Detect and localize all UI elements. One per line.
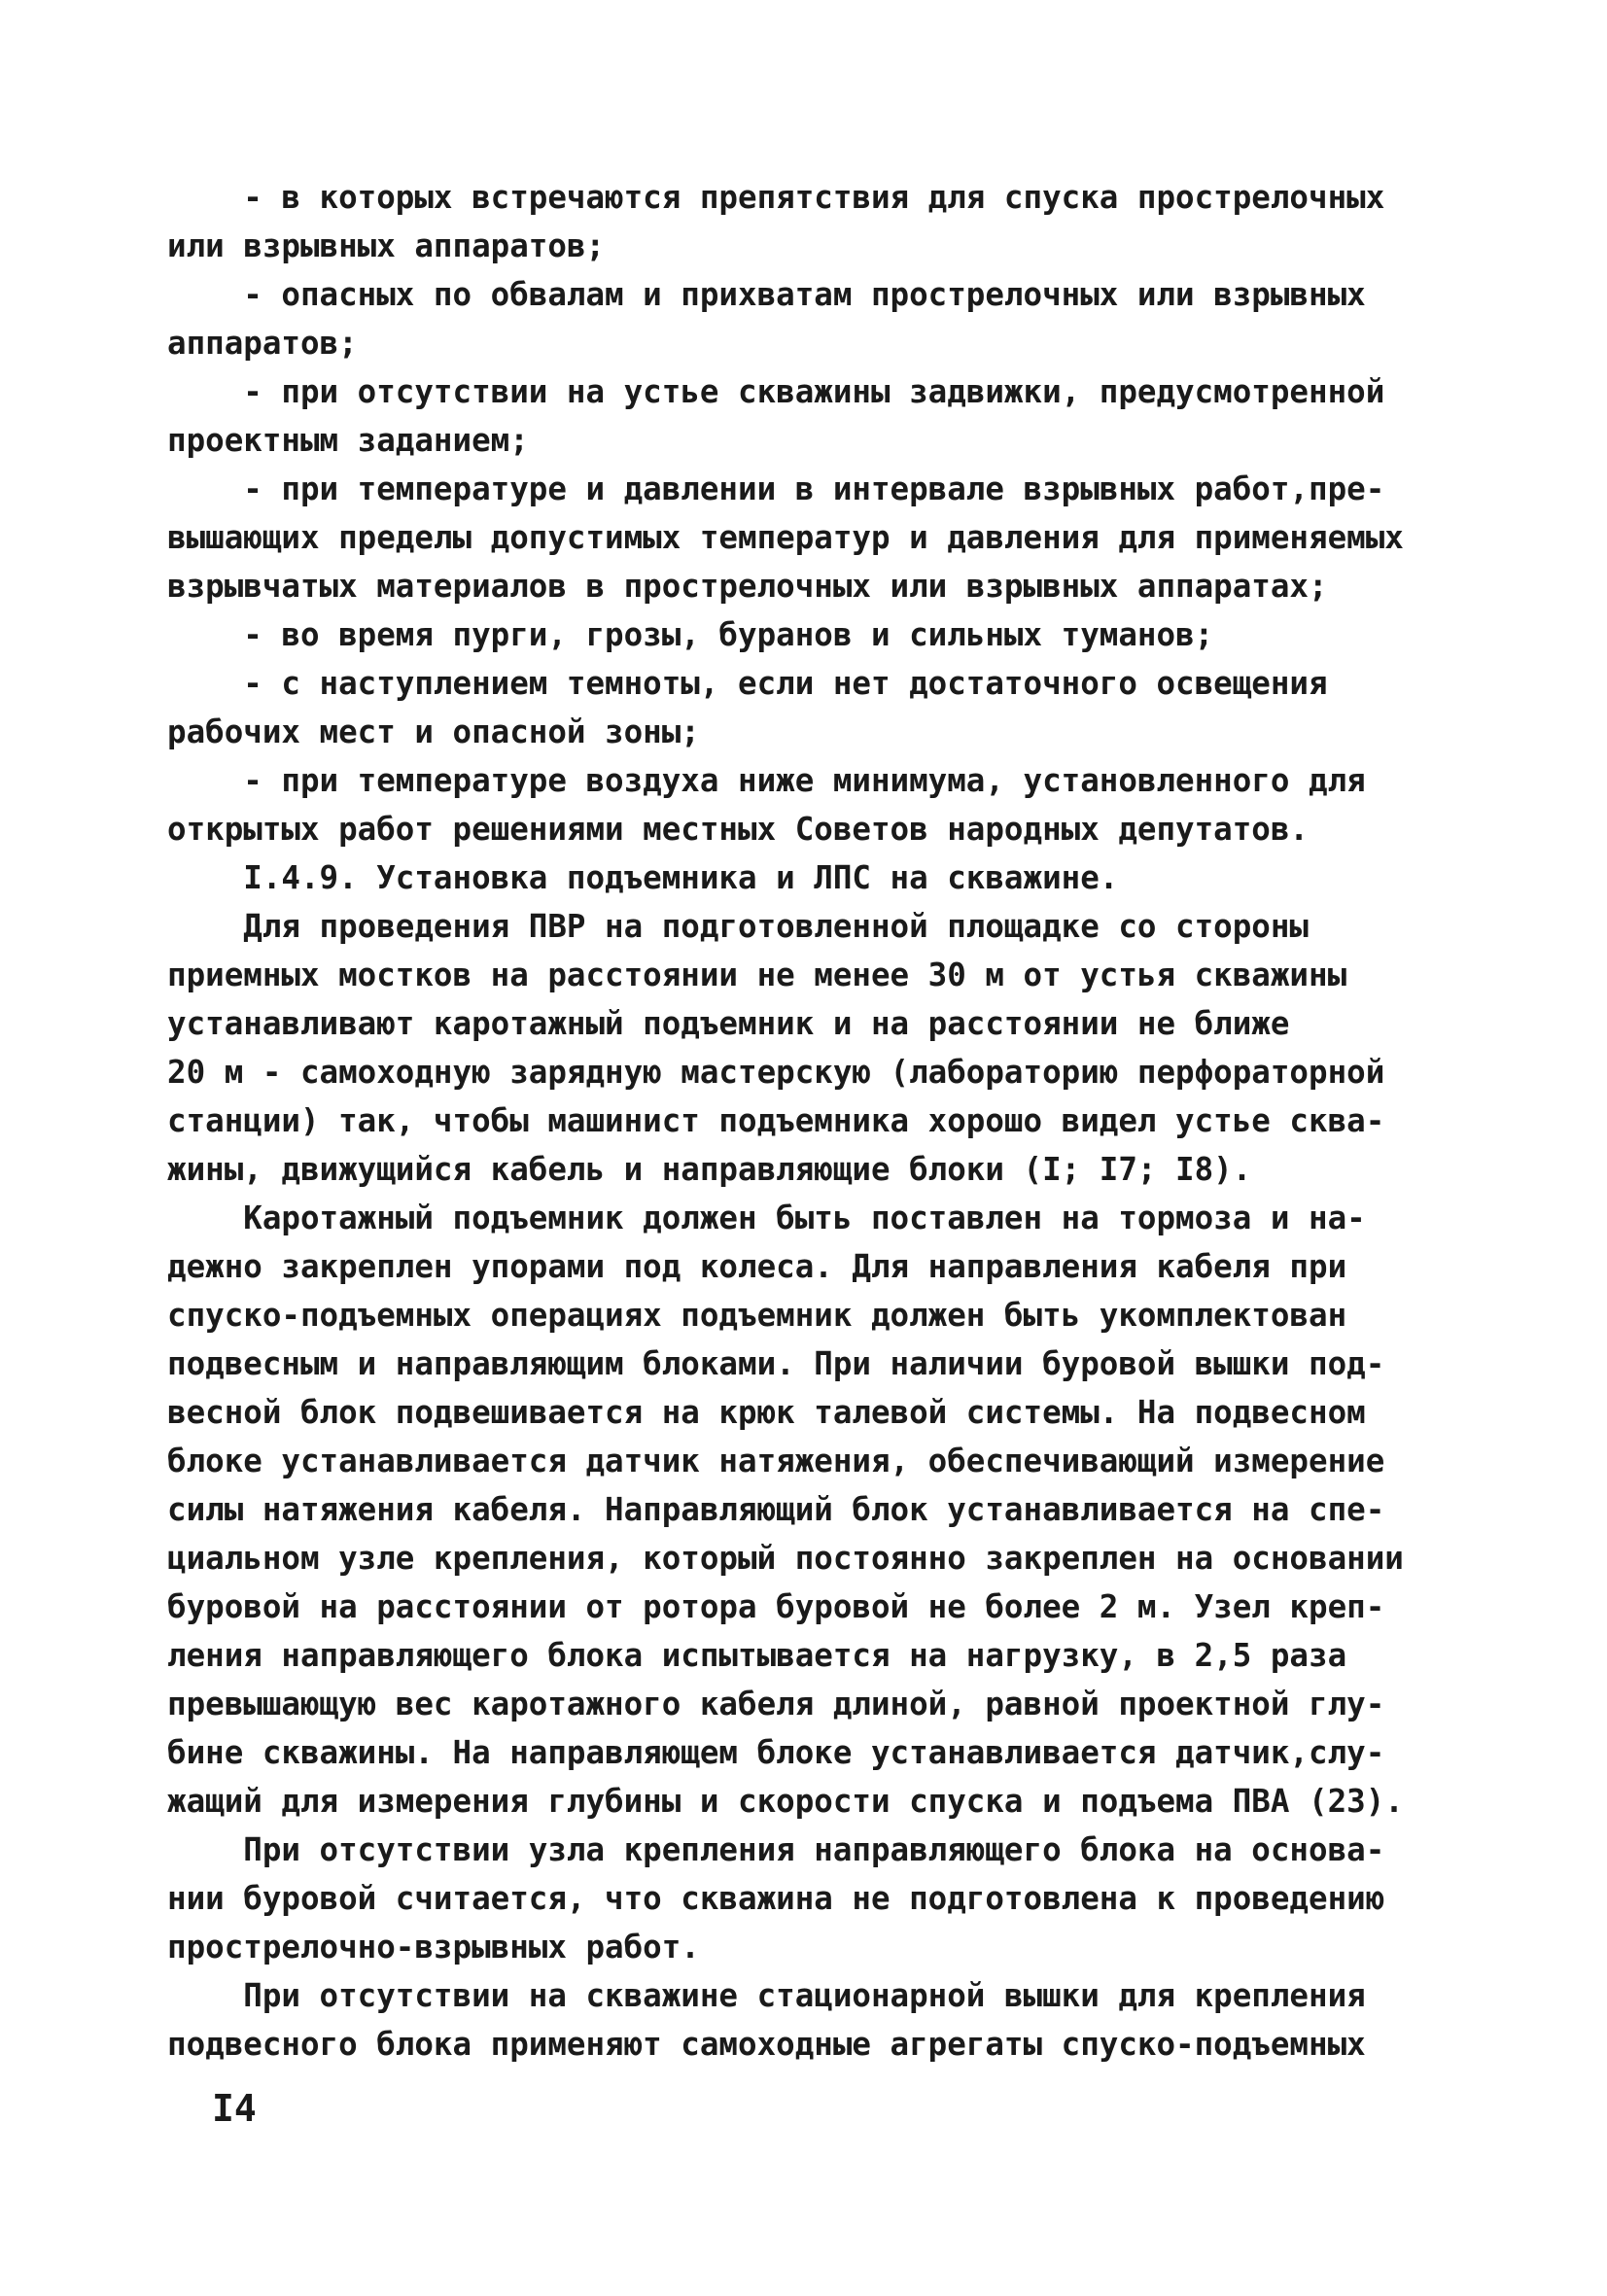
text-line: - при отсутствии на устье скважины задвижки, предусмотренной [167, 373, 1385, 410]
text-line: ления направляющего блока испытывается на нагрузку, в 2,5 раза [167, 1637, 1347, 1674]
page-number: I4 [212, 2087, 257, 2130]
text-line: 20 м - самоходную зарядную мастерскую (лабораторию перфораторной [167, 1054, 1385, 1091]
text-line: буровой на расстоянии от ротора буровой не более 2 м. Узел креп- [167, 1588, 1385, 1625]
text-line: жащий для измерения глубины и скорости спуска и подъема ПВА (23). [167, 1783, 1404, 1820]
text-line: Каротажный подъемник должен быть поставлен на тормоза и на- [167, 1200, 1366, 1236]
text-line: приемных мостков на расстоянии не менее 30 м от устья скважины [167, 957, 1347, 993]
text-line: станции) так, чтобы машинист подъемника хорошо видел устье сква- [167, 1102, 1385, 1139]
text-line: вышающих пределы допустимых температур и давления для применяемых [167, 519, 1404, 556]
text-line: превышающую вес каротажного кабеля длиной, равной проектной глу- [167, 1686, 1385, 1722]
text-line: аппаратов; [167, 325, 358, 362]
text-line: прострелочно-взрывных работ. [167, 1929, 700, 1966]
text-line: - в которых встречаются препятствия для спуска прострелочных [167, 179, 1385, 216]
text-line: жины, движущийся кабель и направляющие блоки (I; I7; I8). [167, 1151, 1252, 1188]
text-line: - во время пурги, грозы, буранов и сильных туманов; [167, 616, 1214, 653]
text-line: дежно закреплен упорами под колеса. Для направления кабеля при [167, 1248, 1347, 1285]
text-line: Для проведения ПВР на подготовленной площадке со стороны [167, 908, 1309, 945]
text-line: блоке устанавливается датчик натяжения, обеспечивающий измерение [167, 1443, 1385, 1479]
text-line: бине скважины. На направляющем блоке устанавливается датчик,слу- [167, 1734, 1385, 1771]
text-line: весной блок подвешивается на крюк талевой системы. На подвесном [167, 1394, 1366, 1431]
text-line: проектным заданием; [167, 422, 529, 459]
text-line: При отсутствии на скважине стационарной вышки для крепления [167, 1977, 1366, 2014]
document-page [167, 173, 1460, 2069]
text-line: - с наступлением темноты, если нет достаточного освещения [167, 665, 1328, 702]
text-line: подвесного блока применяют самоходные агрегаты спуско-подъемных [167, 2026, 1366, 2063]
text-line: циальном узле крепления, который постоянно закреплен на основании [167, 1540, 1404, 1577]
text-line: I.4.9. Установка подъемника и ЛПС на скважине. [167, 859, 1119, 896]
text-line: - опасных по обвалам и прихватам прострелочных или взрывных [167, 276, 1366, 313]
text-line: - при температуре воздуха ниже минимума, установленного для [167, 762, 1366, 799]
text-line: взрывчатых материалов в прострелочных или взрывных аппаратах; [167, 568, 1328, 605]
text-line: нии буровой считается, что скважина не подготовлена к проведению [167, 1880, 1385, 1917]
text-line: спуско-подъемных операциях подъемник должен быть укомплектован [167, 1297, 1347, 1334]
text-line: или взрывных аппаратов; [167, 227, 606, 264]
text-line: силы натяжения кабеля. Направляющий блок устанавливается на спе- [167, 1491, 1385, 1528]
text-line: подвесным и направляющим блоками. При наличии буровой вышки под- [167, 1345, 1385, 1382]
text-line: открытых работ решениями местных Советов народных депутатов. [167, 811, 1309, 848]
text-line: рабочих мест и опасной зоны; [167, 713, 700, 750]
text-line: При отсутствии узла крепления направляющего блока на основа- [167, 1831, 1385, 1868]
text-line: - при температуре и давлении в интервале взрывных работ,пре- [167, 470, 1385, 507]
text-line: устанавливают каротажный подъемник и на расстоянии не ближе [167, 1005, 1290, 1042]
